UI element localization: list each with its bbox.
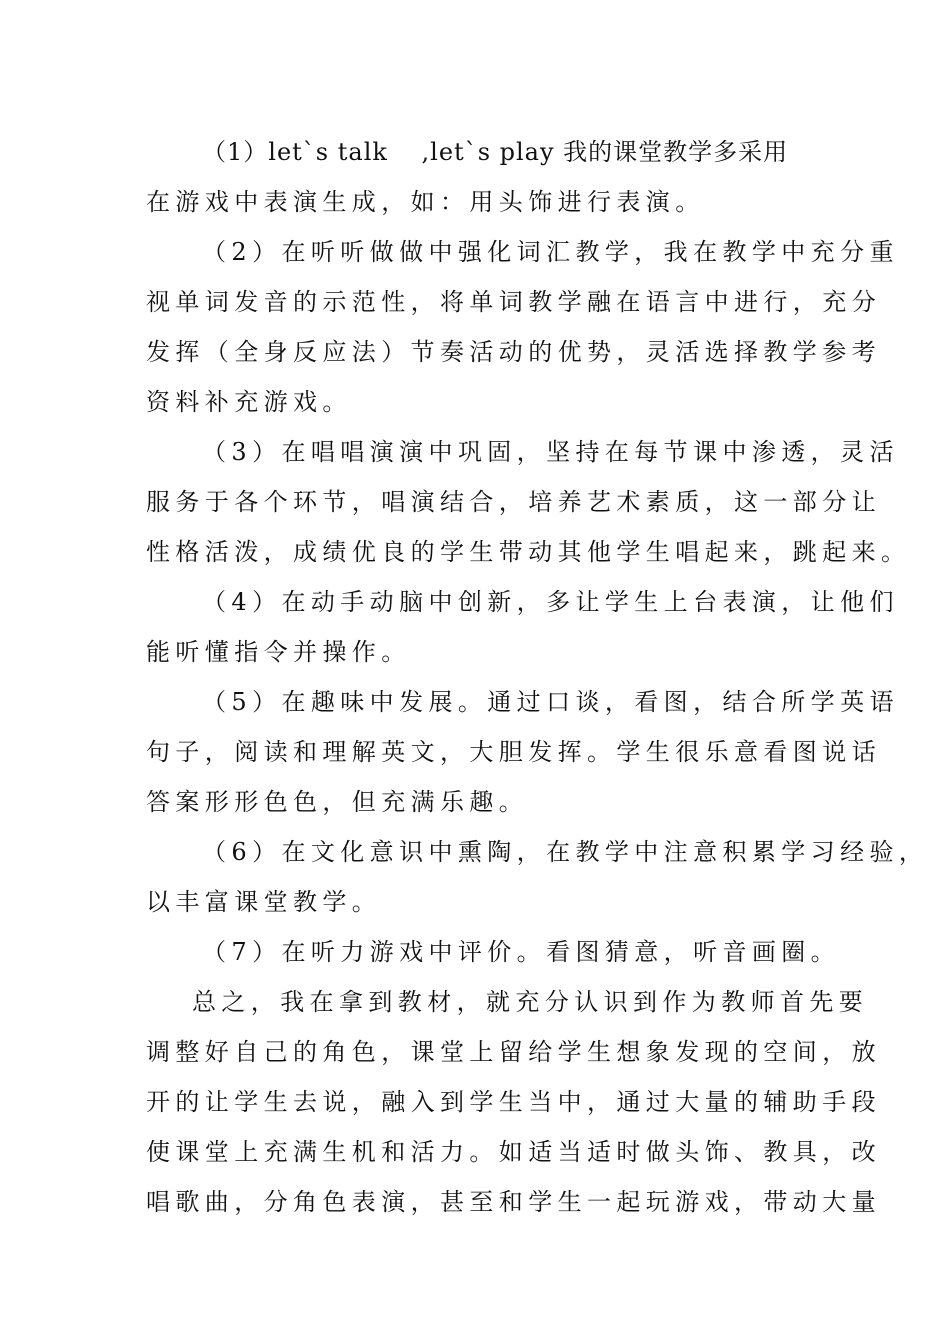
- text-line: 答案形形色色，但充满乐趣。: [146, 788, 529, 816]
- text-line: 发挥（全身反应法）节奏活动的优势，灵活选择教学参考: [146, 338, 881, 366]
- text-line: 资料补充游戏。: [146, 388, 352, 416]
- text-line: 句子，阅读和理解英文，大胆发挥。学生很乐意看图说话: [146, 738, 881, 766]
- text-line: 视单词发音的示范性，将单词教学融在语言中进行，充分: [146, 288, 881, 316]
- text-line: 使课堂上充满生机和活力。如适当适时做头饰、教具，改: [146, 1138, 881, 1166]
- text-line: （4）在动手动脑中创新，多让学生上台表演，让他们: [202, 588, 899, 616]
- text-line: （7）在听力游戏中评价。看图猜意，听音画圈。: [202, 938, 841, 966]
- text-line: （1）let`s talk ,let`s play 我的课堂教学多采用: [202, 138, 789, 166]
- text-line: （2）在听听做做中强化词汇教学，我在教学中充分重: [202, 238, 899, 266]
- text-line: 在游戏中表演生成，如：用头饰进行表演。: [146, 188, 705, 216]
- text-line: （5）在趣味中发展。通过口谈，看图，结合所学英语: [202, 688, 899, 716]
- text-line: （6）在文化意识中熏陶，在教学中注意积累学习经验，: [202, 838, 929, 866]
- text-line: 性格活泼，成绩优良的学生带动其他学生唱起来，跳起来。: [146, 538, 911, 566]
- text-line: 以丰富课堂教学。: [146, 888, 382, 916]
- text-line: 总之，我在拿到教材，就充分认识到作为教师首先要: [192, 988, 869, 1016]
- text-line: 开的让学生去说，融入到学生当中，通过大量的辅助手段: [146, 1088, 881, 1116]
- text-line: 唱歌曲，分角色表演，甚至和学生一起玩游戏，带动大量: [146, 1188, 881, 1216]
- text-line: 能听懂指令并操作。: [146, 638, 411, 666]
- text-line: 服务于各个环节，唱演结合，培养艺术素质，这一部分让: [146, 488, 881, 516]
- text-line: 调整好自己的角色，课堂上留给学生想象发现的空间，放: [146, 1038, 881, 1066]
- text-line: （3）在唱唱演演中巩固，坚持在每节课中渗透，灵活: [202, 438, 899, 466]
